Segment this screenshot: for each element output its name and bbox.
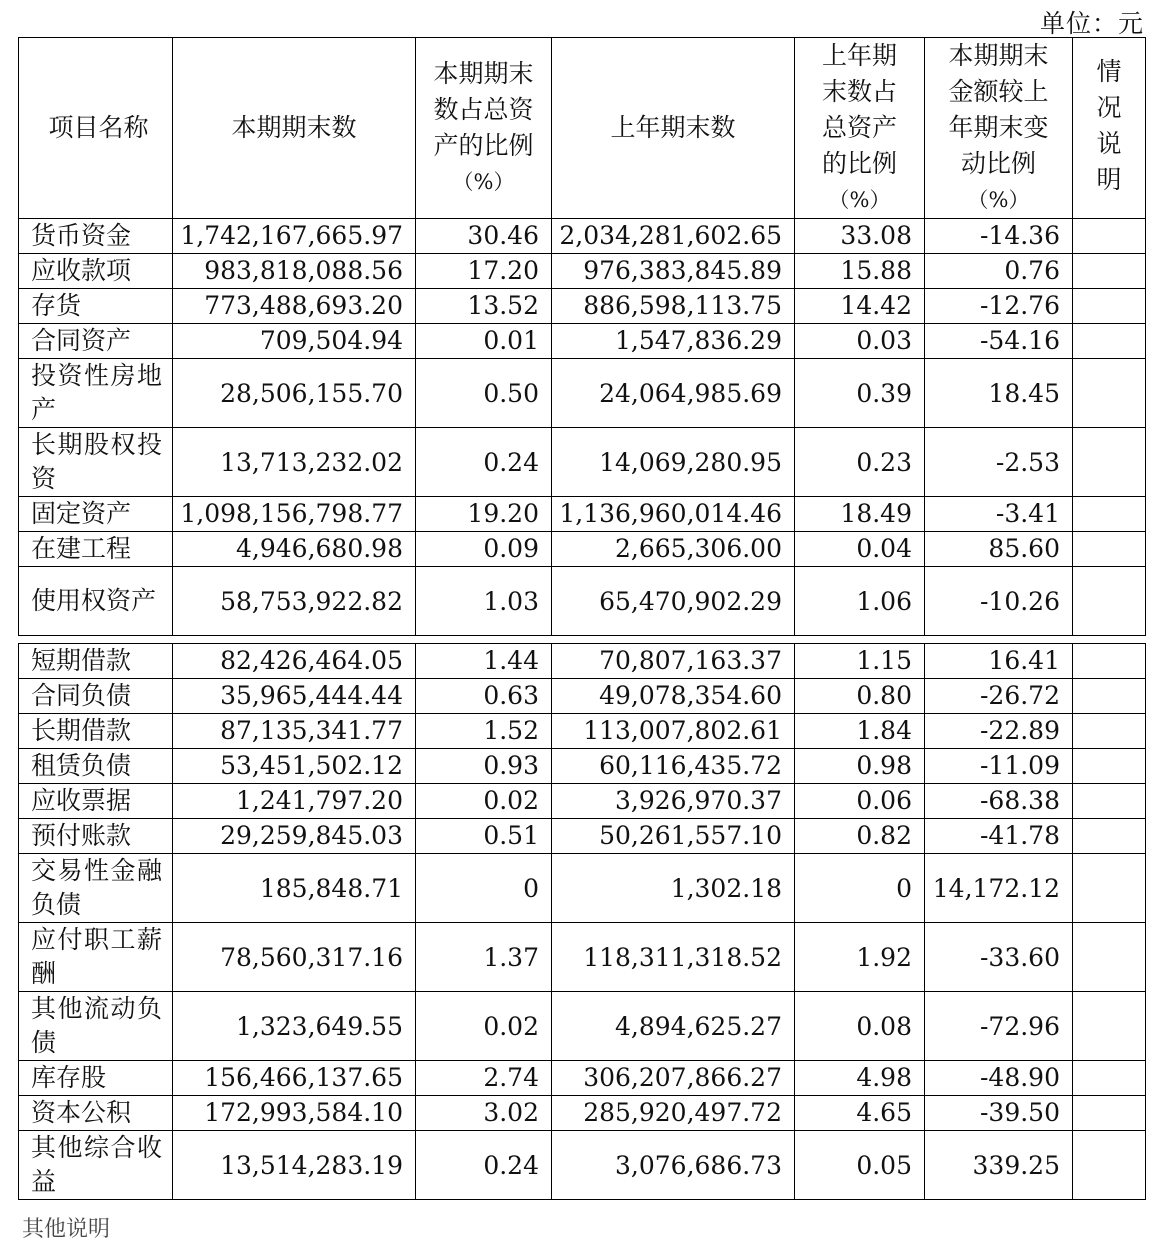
table-row <box>19 532 1146 567</box>
header-line: 明 <box>1096 165 1122 194</box>
cell-previous-ratio: 0.82 <box>795 819 925 854</box>
row-item-name: 货币资金 <box>19 219 173 254</box>
cell-change: -39.50 <box>925 1096 1073 1131</box>
other-notes-label: 其他说明 <box>22 1217 111 1242</box>
cell-change: -54.16 <box>925 324 1073 359</box>
cell-change: -2.53 <box>925 428 1073 497</box>
header-line: 动比例 <box>960 149 1036 178</box>
cell-current: 53,451,502.12 <box>173 749 416 784</box>
cell-current-ratio: 1.52 <box>416 714 552 749</box>
cell-current: 35,965,444.44 <box>173 679 416 714</box>
cell-previous-ratio: 1.06 <box>795 567 925 636</box>
cell-note <box>1073 1061 1146 1096</box>
cell-current: 773,488,693.20 <box>173 289 416 324</box>
table-row <box>19 359 1146 428</box>
row-item-name: 资本公积 <box>19 1096 173 1131</box>
header-line: 上年期 <box>821 41 897 70</box>
table-row <box>19 1131 1146 1200</box>
cell-change: -48.90 <box>925 1061 1073 1096</box>
cell-change: 16.41 <box>925 644 1073 679</box>
table-row <box>19 567 1146 636</box>
cell-note <box>1073 644 1146 679</box>
cell-current-ratio: 0.63 <box>416 679 552 714</box>
cell-change: -26.72 <box>925 679 1073 714</box>
table-row <box>19 923 1146 992</box>
cell-previous-ratio: 0 <box>795 854 925 923</box>
cell-change: -10.26 <box>925 567 1073 636</box>
cell-note <box>1073 532 1146 567</box>
assets-table <box>18 37 1146 636</box>
table-row <box>19 324 1146 359</box>
cell-note <box>1073 497 1146 532</box>
cell-previous: 14,069,280.95 <box>552 428 795 497</box>
cell-current: 156,466,137.65 <box>173 1061 416 1096</box>
cell-note <box>1073 219 1146 254</box>
header-change-ratio <box>925 38 1073 219</box>
cell-current-ratio: 0.24 <box>416 1131 552 1200</box>
cell-previous: 65,470,902.29 <box>552 567 795 636</box>
cell-current-ratio: 1.37 <box>416 923 552 992</box>
row-item-name: 存货 <box>19 289 173 324</box>
cell-current-ratio: 19.20 <box>416 497 552 532</box>
header-line: （%） <box>967 188 1030 212</box>
cell-previous-ratio: 0.03 <box>795 324 925 359</box>
cell-previous: 113,007,802.61 <box>552 714 795 749</box>
cell-note <box>1073 1131 1146 1200</box>
cell-change: -12.76 <box>925 289 1073 324</box>
header-item-name: 项目名称 <box>19 38 173 219</box>
cell-note <box>1073 784 1146 819</box>
cell-previous-ratio: 1.84 <box>795 714 925 749</box>
cell-previous-ratio: 0.39 <box>795 359 925 428</box>
cell-note <box>1073 324 1146 359</box>
cell-previous: 118,311,318.52 <box>552 923 795 992</box>
cell-current-ratio: 0.93 <box>416 749 552 784</box>
cell-previous: 1,547,836.29 <box>552 324 795 359</box>
cell-note <box>1073 1096 1146 1131</box>
header-line: 的比例 <box>821 149 897 178</box>
cell-current: 82,426,464.05 <box>173 644 416 679</box>
table-row <box>19 1061 1146 1096</box>
cell-previous-ratio: 4.98 <box>795 1061 925 1096</box>
row-item-name: 在建工程 <box>19 532 173 567</box>
cell-current-ratio: 1.03 <box>416 567 552 636</box>
cell-current: 4,946,680.98 <box>173 532 416 567</box>
cell-current: 709,504.94 <box>173 324 416 359</box>
cell-previous: 4,894,625.27 <box>552 992 795 1061</box>
cell-previous-ratio: 0.05 <box>795 1131 925 1200</box>
cell-previous: 3,926,970.37 <box>552 784 795 819</box>
header-line: 数占总资 <box>433 95 534 124</box>
row-item-name: 预付账款 <box>19 819 173 854</box>
cell-note <box>1073 428 1146 497</box>
header-row <box>19 38 1146 219</box>
header-line: （%） <box>452 170 515 194</box>
header-current-ratio <box>416 38 552 219</box>
cell-note <box>1073 854 1146 923</box>
cell-current-ratio: 13.52 <box>416 289 552 324</box>
cell-change: -3.41 <box>925 497 1073 532</box>
table-row <box>19 992 1146 1061</box>
cell-previous: 50,261,557.10 <box>552 819 795 854</box>
cell-previous-ratio: 0.06 <box>795 784 925 819</box>
cell-current-ratio: 0.01 <box>416 324 552 359</box>
liabilities-table-body <box>19 644 1146 1200</box>
cell-previous-ratio: 15.88 <box>795 254 925 289</box>
cell-note <box>1073 819 1146 854</box>
cell-current: 983,818,088.56 <box>173 254 416 289</box>
cell-current-ratio: 0.02 <box>416 784 552 819</box>
cell-previous: 2,665,306.00 <box>552 532 795 567</box>
row-item-name: 短期借款 <box>19 644 173 679</box>
cell-current: 1,323,649.55 <box>173 992 416 1061</box>
table-row <box>19 819 1146 854</box>
cell-previous-ratio: 0.04 <box>795 532 925 567</box>
cell-current-ratio: 2.74 <box>416 1061 552 1096</box>
cell-current-ratio: 1.44 <box>416 644 552 679</box>
row-item-name: 应收款项 <box>19 254 173 289</box>
cell-current-ratio: 30.46 <box>416 219 552 254</box>
table-row <box>19 289 1146 324</box>
cell-current: 87,135,341.77 <box>173 714 416 749</box>
cell-note <box>1073 567 1146 636</box>
cell-previous: 306,207,866.27 <box>552 1061 795 1096</box>
table-row <box>19 1096 1146 1131</box>
cell-current: 28,506,155.70 <box>173 359 416 428</box>
liabilities-table <box>18 643 1146 1200</box>
cell-note <box>1073 749 1146 784</box>
cell-previous: 60,116,435.72 <box>552 749 795 784</box>
row-item-name: 长期借款 <box>19 714 173 749</box>
row-item-name: 应收票据 <box>19 784 173 819</box>
cell-previous-ratio: 0.08 <box>795 992 925 1061</box>
header-previous-amount: 上年期末数 <box>552 38 795 219</box>
cell-previous: 70,807,163.37 <box>552 644 795 679</box>
table-row <box>19 679 1146 714</box>
cell-current-ratio: 0.24 <box>416 428 552 497</box>
cell-current-ratio: 17.20 <box>416 254 552 289</box>
cell-previous-ratio: 33.08 <box>795 219 925 254</box>
cell-previous-ratio: 4.65 <box>795 1096 925 1131</box>
table-row <box>19 854 1146 923</box>
header-line: 本期期末 <box>948 41 1049 70</box>
row-item-name: 其他流动负债 <box>19 992 173 1061</box>
cell-change: -68.38 <box>925 784 1073 819</box>
table-row <box>19 428 1146 497</box>
header-line: 总资产 <box>821 113 897 142</box>
row-item-name: 使用权资产 <box>19 567 173 636</box>
header-previous-ratio <box>795 38 925 219</box>
table-row <box>19 784 1146 819</box>
header-line: 本期期末 <box>433 59 534 88</box>
cell-current: 1,241,797.20 <box>173 784 416 819</box>
cell-current: 185,848.71 <box>173 854 416 923</box>
cell-change: -33.60 <box>925 923 1073 992</box>
cell-change: 85.60 <box>925 532 1073 567</box>
cell-current: 1,098,156,798.77 <box>173 497 416 532</box>
header-line: 说 <box>1096 129 1122 158</box>
header-line: 金额较上 <box>948 77 1049 106</box>
unit-label: 单位：元 <box>1039 9 1144 38</box>
cell-change: -22.89 <box>925 714 1073 749</box>
table-row <box>19 644 1146 679</box>
cell-previous: 2,034,281,602.65 <box>552 219 795 254</box>
cell-previous: 976,383,845.89 <box>552 254 795 289</box>
cell-current-ratio: 3.02 <box>416 1096 552 1131</box>
cell-previous-ratio: 1.92 <box>795 923 925 992</box>
cell-previous-ratio: 1.15 <box>795 644 925 679</box>
row-item-name: 应付职工薪酬 <box>19 923 173 992</box>
cell-note <box>1073 254 1146 289</box>
cell-note <box>1073 714 1146 749</box>
table-row <box>19 749 1146 784</box>
cell-change: -11.09 <box>925 749 1073 784</box>
header-note <box>1073 38 1146 219</box>
cell-note <box>1073 359 1146 428</box>
table-row <box>19 714 1146 749</box>
cell-previous: 3,076,686.73 <box>552 1131 795 1200</box>
assets-table-body <box>19 219 1146 636</box>
cell-current-ratio: 0.50 <box>416 359 552 428</box>
header-current-amount: 本期期末数 <box>173 38 416 219</box>
row-item-name: 长期股权投资 <box>19 428 173 497</box>
cell-previous: 886,598,113.75 <box>552 289 795 324</box>
cell-current-ratio: 0.51 <box>416 819 552 854</box>
cell-change: -72.96 <box>925 992 1073 1061</box>
cell-change: -41.78 <box>925 819 1073 854</box>
cell-previous: 49,078,354.60 <box>552 679 795 714</box>
cell-current: 13,514,283.19 <box>173 1131 416 1200</box>
cell-current-ratio: 0.09 <box>416 532 552 567</box>
cell-previous-ratio: 18.49 <box>795 497 925 532</box>
header-line: （%） <box>828 188 891 212</box>
header-line: 年期末变 <box>948 113 1049 142</box>
cell-change: 14,172.12 <box>925 854 1073 923</box>
cell-current-ratio: 0 <box>416 854 552 923</box>
table-row <box>19 497 1146 532</box>
row-item-name: 合同资产 <box>19 324 173 359</box>
cell-current: 58,753,922.82 <box>173 567 416 636</box>
cell-note <box>1073 923 1146 992</box>
header-line: 末数占 <box>821 77 897 106</box>
row-item-name: 投资性房地产 <box>19 359 173 428</box>
cell-change: 339.25 <box>925 1131 1073 1200</box>
header-line: 产的比例 <box>433 131 534 160</box>
cell-previous: 24,064,985.69 <box>552 359 795 428</box>
cell-previous: 1,302.18 <box>552 854 795 923</box>
cell-note <box>1073 679 1146 714</box>
cell-previous: 285,920,497.72 <box>552 1096 795 1131</box>
row-item-name: 租赁负债 <box>19 749 173 784</box>
header-line: 情 <box>1096 57 1122 86</box>
row-item-name: 其他综合收益 <box>19 1131 173 1200</box>
cell-previous-ratio: 0.23 <box>795 428 925 497</box>
cell-change: -14.36 <box>925 219 1073 254</box>
row-item-name: 库存股 <box>19 1061 173 1096</box>
cell-previous: 1,136,960,014.46 <box>552 497 795 532</box>
cell-previous-ratio: 0.80 <box>795 679 925 714</box>
header-line: 况 <box>1096 93 1122 122</box>
cell-current: 29,259,845.03 <box>173 819 416 854</box>
row-item-name: 交易性金融负债 <box>19 854 173 923</box>
cell-change: 18.45 <box>925 359 1073 428</box>
cell-current: 78,560,317.16 <box>173 923 416 992</box>
cell-current: 13,713,232.02 <box>173 428 416 497</box>
cell-current: 1,742,167,665.97 <box>173 219 416 254</box>
cell-note <box>1073 289 1146 324</box>
cell-current: 172,993,584.10 <box>173 1096 416 1131</box>
cell-current-ratio: 0.02 <box>416 992 552 1061</box>
cell-change: 0.76 <box>925 254 1073 289</box>
row-item-name: 合同负债 <box>19 679 173 714</box>
cell-previous-ratio: 14.42 <box>795 289 925 324</box>
row-item-name: 固定资产 <box>19 497 173 532</box>
table-row <box>19 219 1146 254</box>
cell-previous-ratio: 0.98 <box>795 749 925 784</box>
table-row <box>19 254 1146 289</box>
cell-note <box>1073 992 1146 1061</box>
